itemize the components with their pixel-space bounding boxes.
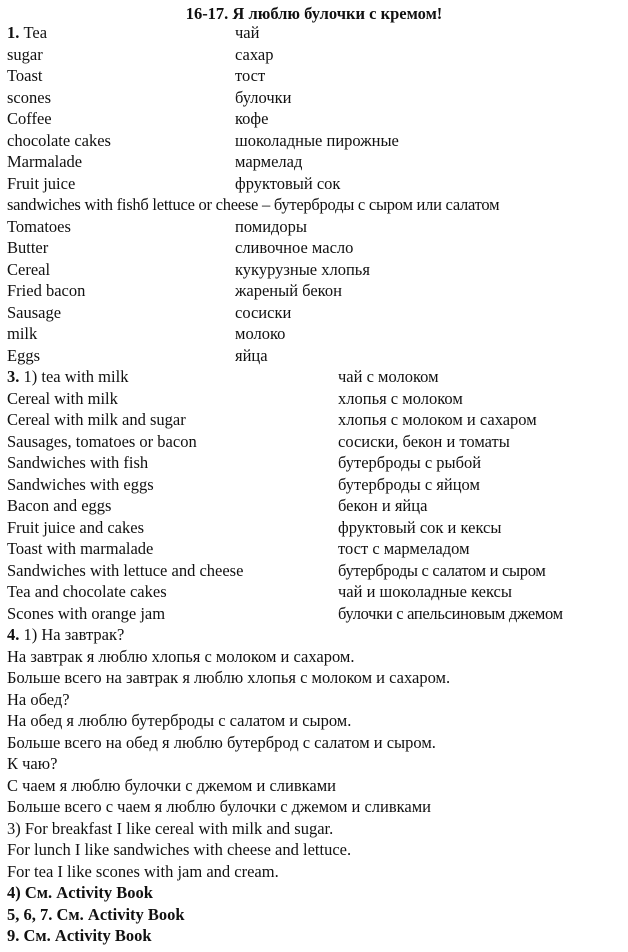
phrase-ru: булочки с апельсиновым джемом <box>338 603 563 623</box>
vocab-ru: жареный бекон <box>235 281 342 300</box>
vocab-row <box>7 323 286 344</box>
vocab-row <box>7 87 292 108</box>
vocab-en: milk <box>7 324 38 343</box>
vocab-en: Fruit juice <box>7 173 76 193</box>
vocab-ru: сахар <box>235 44 274 64</box>
answer-text: 1) На завтрак? <box>23 625 125 644</box>
phrase-en: Scones with orange jam <box>7 603 166 623</box>
vocab-ru: фруктовый сок <box>235 173 341 193</box>
phrase-en: Sandwiches with fish <box>7 453 149 472</box>
answer-line <box>7 624 124 645</box>
vocab-en: Eggs <box>7 345 40 365</box>
phrase-ru: сосиски, бекон и томаты <box>338 431 510 451</box>
phrase-en: Sausages, tomatoes or bacon <box>7 431 197 451</box>
vocab-row <box>7 237 354 258</box>
vocab-en: Marmalade <box>7 152 83 171</box>
phrase-en: Tea and chocolate cakes <box>7 582 167 601</box>
answer-line: For lunch I like sandwiches with cheese and lettuce. <box>7 840 352 859</box>
vocab-en: Sausage <box>7 302 62 322</box>
answer-line: К чаю? <box>7 754 58 773</box>
phrase-en: Bacon and eggs <box>7 496 112 515</box>
phrase-row <box>7 409 537 430</box>
answer-line: 3) For breakfast I like cereal with milk and sugar. <box>7 818 334 838</box>
vocab-en: Cereal <box>7 259 51 279</box>
section-label: 3. <box>7 367 24 386</box>
vocab-ru: сосиски <box>235 302 292 322</box>
vocab-ru: кукурузные хлопья <box>235 259 370 279</box>
phrase-ru: бутерброды с яйцом <box>338 474 480 494</box>
vocab-row <box>7 345 268 366</box>
phrase-ru: хлопья с молоком <box>338 388 463 408</box>
vocab-row <box>7 151 303 172</box>
phrase-row <box>7 495 428 516</box>
phrase-ru: бекон и яйца <box>338 496 428 515</box>
phrase-ru: фруктовый сок и кексы <box>338 517 502 537</box>
reference-line: 5, 6, 7. См. Activity Book <box>7 904 185 924</box>
vocab-ru: тост <box>235 66 266 85</box>
phrase-row <box>7 538 470 559</box>
phrase-en: Toast with marmalade <box>7 539 154 558</box>
phrase-row <box>7 366 439 387</box>
phrase-en: Sandwiches with eggs <box>7 474 154 494</box>
vocab-en: Tomatoes <box>7 216 71 236</box>
reference-line: 4) См. Activity Book <box>7 883 153 902</box>
section-label: 4. <box>7 625 24 644</box>
phrase-row <box>7 474 480 495</box>
vocab-ru: помидоры <box>235 216 308 236</box>
phrase-row <box>7 388 463 409</box>
answer-line: На обед? <box>7 689 70 709</box>
phrase-ru: чай и шоколадные кексы <box>338 582 512 601</box>
vocab-ru: яйца <box>235 345 268 365</box>
vocab-ru: булочки <box>235 87 292 107</box>
phrase-ru: хлопья с молоком и сахаром <box>338 410 537 429</box>
answer-line: На завтрак я люблю хлопья с молоком и сахаром. <box>7 646 355 666</box>
vocab-ru: шоколадные пирожные <box>235 130 399 150</box>
vocab-row <box>7 173 341 194</box>
phrase-row <box>7 581 512 602</box>
phrase-row <box>7 431 510 452</box>
answer-line: Больше всего на завтрак я люблю хлопья с молоком и сахаром. <box>7 668 451 687</box>
vocab-en: sugar <box>7 44 43 64</box>
phrase-row <box>7 560 546 581</box>
vocab-row <box>7 22 260 43</box>
vocab-en: Tea <box>23 23 48 42</box>
phrase-ru: тост с мармеладом <box>338 539 470 558</box>
vocab-en: Fried bacon <box>7 281 86 300</box>
vocab-row <box>7 130 399 151</box>
answer-line: For tea I like scones with jam and cream. <box>7 861 279 881</box>
phrase-en: Sandwiches with lettuce and cheese <box>7 560 244 580</box>
vocab-row-wide: sandwiches with fishб lettuce or cheese – бутерброды с сыром или салатом <box>7 195 500 214</box>
vocab-ru: кофе <box>235 109 269 128</box>
phrase-en: Fruit juice and cakes <box>7 517 144 537</box>
vocab-row <box>7 108 269 129</box>
reference-line: 9. См. Activity Book <box>7 926 152 945</box>
section-label: 1. <box>7 23 24 42</box>
vocab-en: Butter <box>7 238 49 257</box>
vocab-en: Coffee <box>7 109 52 128</box>
vocab-en: Toast <box>7 66 43 85</box>
phrase-row <box>7 603 563 624</box>
phrase-ru: бутерброды с салатом и сыром <box>338 560 546 580</box>
vocab-ru: чай <box>235 23 260 42</box>
answer-line: На обед я люблю бутерброды с салатом и сыром. <box>7 711 352 730</box>
answer-line: Больше всего с чаем я люблю булочки с джемом и сливками <box>7 797 432 816</box>
vocab-row <box>7 44 274 65</box>
vocab-en: scones <box>7 87 51 107</box>
answer-line: Больше всего на обед я люблю бутерброд с салатом и сыром. <box>7 732 436 752</box>
vocab-row <box>7 216 308 237</box>
vocab-ru: мармелад <box>235 152 303 171</box>
vocab-row <box>7 259 370 280</box>
phrase-ru: чай с молоком <box>338 367 439 386</box>
phrase-ru: бутерброды с рыбой <box>338 453 482 472</box>
vocab-row <box>7 302 292 323</box>
answer-line: С чаем я люблю булочки с джемом и сливками <box>7 775 336 795</box>
vocab-en: chocolate cakes <box>7 130 111 150</box>
vocab-row <box>7 280 342 301</box>
page-title: 16-17. Я люблю булочки с кремом! <box>185 4 443 23</box>
vocab-ru: молоко <box>235 324 286 343</box>
phrase-row <box>7 452 482 473</box>
phrase-en: Cereal with milk <box>7 388 118 408</box>
vocab-ru: сливочное масло <box>235 238 354 257</box>
phrase-row <box>7 517 502 538</box>
phrase-en: 1) tea with milk <box>23 367 129 386</box>
phrase-en: Cereal with milk and sugar <box>7 410 186 429</box>
vocab-row <box>7 65 266 86</box>
